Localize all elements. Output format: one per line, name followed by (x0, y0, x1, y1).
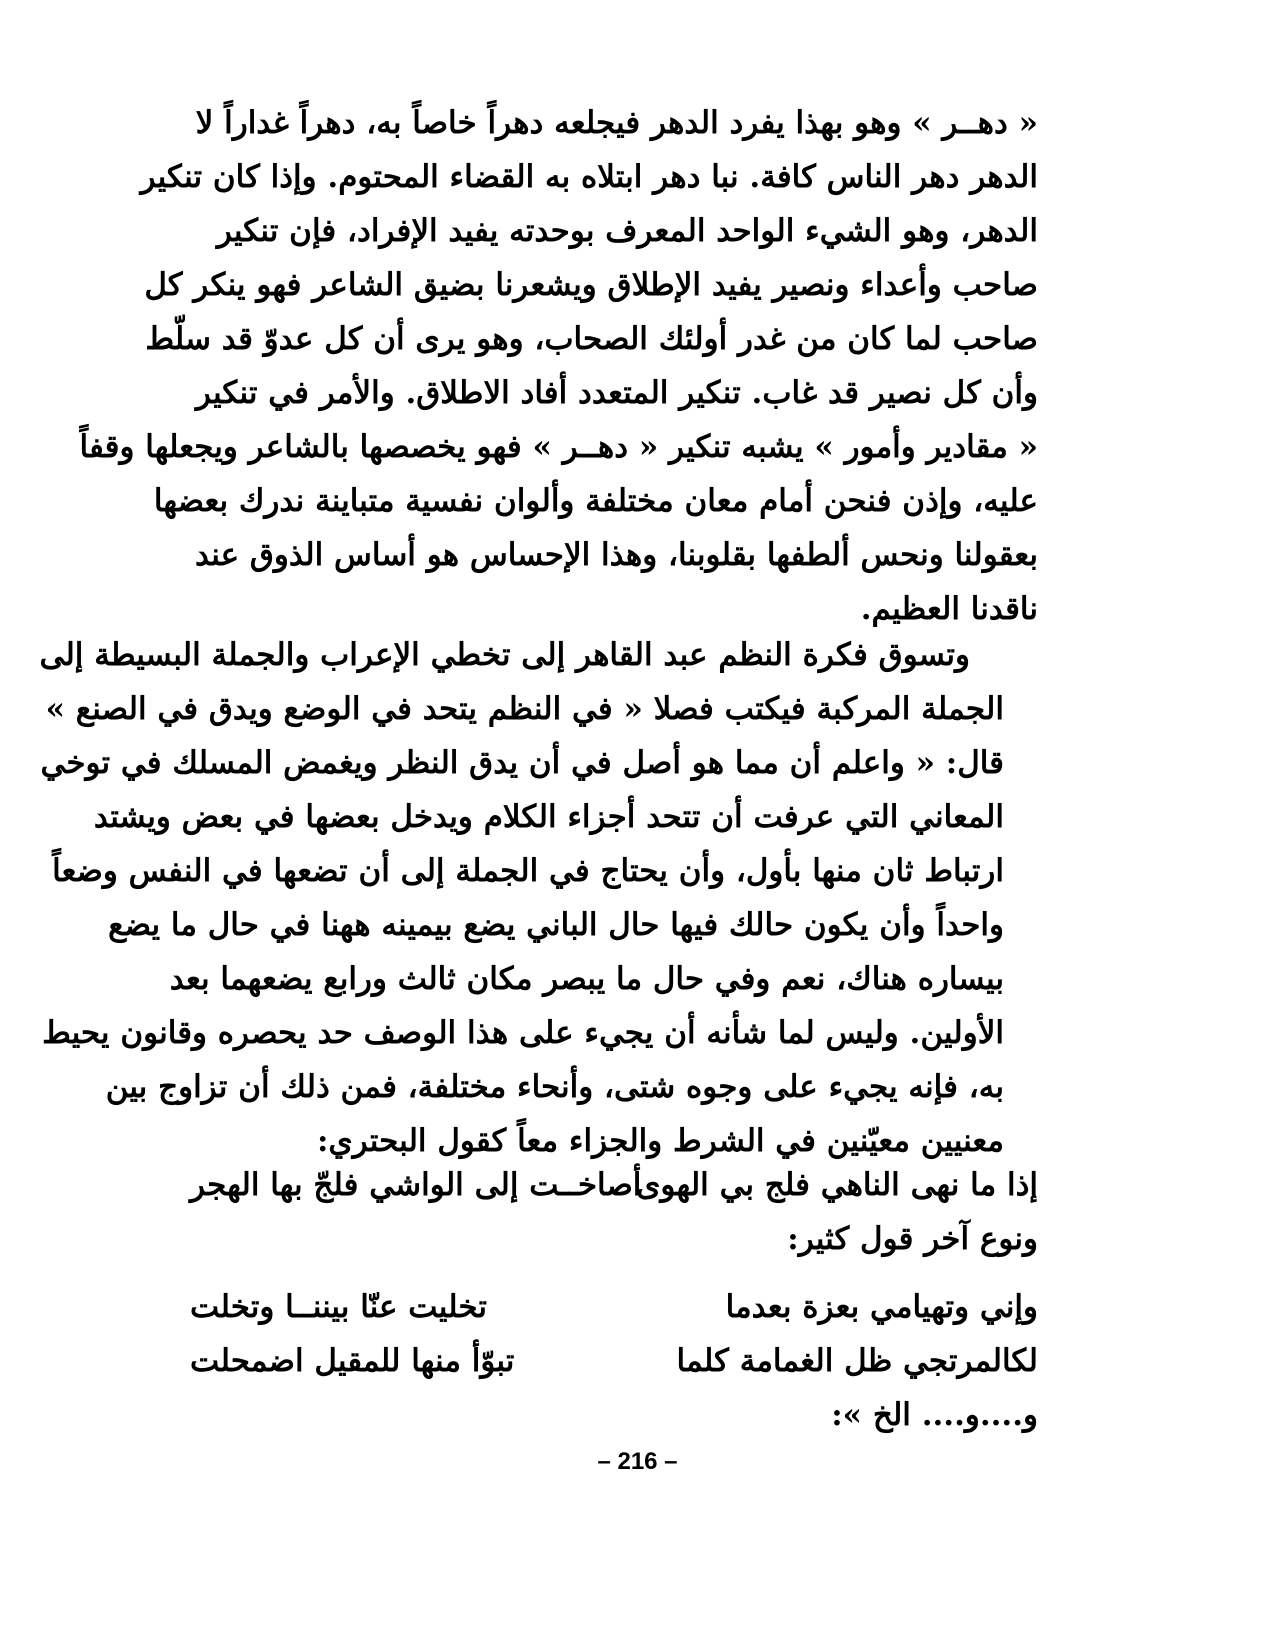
closing-line: و....و.... الخ »: (831, 1397, 1038, 1433)
verse-2-first-hemistich: وإني وتهيامي بعزة بعدما (725, 1289, 1038, 1325)
paragraph-line: المعاني التي عرفت أن تتحد أجزاء الكلام ويدخل بعضها في بعض ويشتد (93, 799, 1004, 835)
paragraph-line: « دهــر » وهو بهذا يفرد الدهر فيجلعه دهراً خاصاً به، دهراً غداراً لا (195, 105, 1038, 141)
verse-2-intro: ونوع آخر قول كثير: (787, 1221, 1038, 1257)
paragraph-line: صاحب لما كان من غدر أولئك الصحاب، وهو يرى أن كل عدوّ قد سلّط (145, 321, 1038, 357)
paragraph-line: معنيين معيّنين في الشرط والجزاء معاً كقول البحتري: (316, 1123, 1004, 1159)
verse-1-first-hemistich: إذا ما نهى الناهي فلج بي الهوى (636, 1167, 1038, 1203)
paragraph-line: « مقادير وأمور » يشبه تنكير « دهــر » فهو يخصصها بالشاعر ويجعلها وقفاً (79, 429, 1038, 465)
verse-2-second-hemistich: تخليت عنّا بيننــا وتخلت (190, 1289, 487, 1325)
paragraph-line: صاحب وأعداء ونصير يفيد الإطلاق ويشعرنا بضيق الشاعر فهو ينكر كل (144, 267, 1038, 303)
paragraph-line: بعقولنا ونحس ألطفها بقلوبنا، وهذا الإحساس هو أساس الذوق عند (194, 537, 1038, 573)
paragraph-line: الدهر دهر الناس كافة. نبا دهر ابتلاه به القضاء المحتوم. وإذا كان تنكير (140, 159, 1038, 195)
paragraph-1 (79, 96, 1038, 636)
paragraph-line: به، فإنه يجيء على وجوه شتى، وأنحاء مختلفة، فمن ذلك أن تزاوج بين (105, 1069, 1004, 1105)
paragraph-line: قال: « واعلم أن مما هو أصل في أن يدق النظر ويغمض المسلك في توخي (40, 745, 1004, 781)
page-number: – 216 – (597, 1448, 678, 1475)
paragraph-line: وأن كل نصير قد غاب. تنكير المتعدد أفاد الاطلاق. والأمر في تنكير (195, 375, 1038, 411)
paragraph-line: الدهر، وهو الشيء الواحد المعرف بوحدته يفيد الإفراد، فإن تنكير (216, 213, 1038, 249)
verse-1-second-hemistich: أصاخــت إلى الواشي فلجّ بها الهجر (190, 1167, 642, 1203)
paragraph-line: الأولين. وليس لما شأنه أن يجيء على هذا الوصف حد يحصره وقانون يحيط (42, 1015, 1004, 1051)
paragraph-line: الجملة المركبة فيكتب فصلا « في النظم يتحد في الوضع ويدق في الصنع » (45, 691, 1004, 727)
paragraph-line: واحداً وأن يكون حالك فيها حال الباني يضع بيمينه ههنا في حال ما يضع (108, 907, 1004, 943)
paragraph-line: ارتباط ثان منها بأول، وأن يحتاج في الجملة إلى أن تضعها في النفس وضعاً (52, 853, 1004, 889)
paragraph-line: عليه، وإذن فنحن أمام معان مختلفة وألوان نفسية متباينة ندرك بعضها (153, 483, 1038, 519)
verse-3-first-hemistich: لكالمرتجي ظل الغمامة كلما (676, 1343, 1038, 1379)
paragraph-2 (39, 628, 1038, 1168)
paragraph-line: وتسوق فكرة النظم عبد القاهر إلى تخطي الإعراب والجملة البسيطة إلى (39, 637, 970, 673)
verse-3-second-hemistich: تبوّأ منها للمقيل اضمحلت (190, 1343, 515, 1379)
paragraph-line: بيساره هناك، نعم وفي حال ما يبصر مكان ثالث ورابع يضعهما بعد (169, 961, 1004, 997)
paragraph-line: ناقدنا العظيم. (860, 591, 1038, 627)
